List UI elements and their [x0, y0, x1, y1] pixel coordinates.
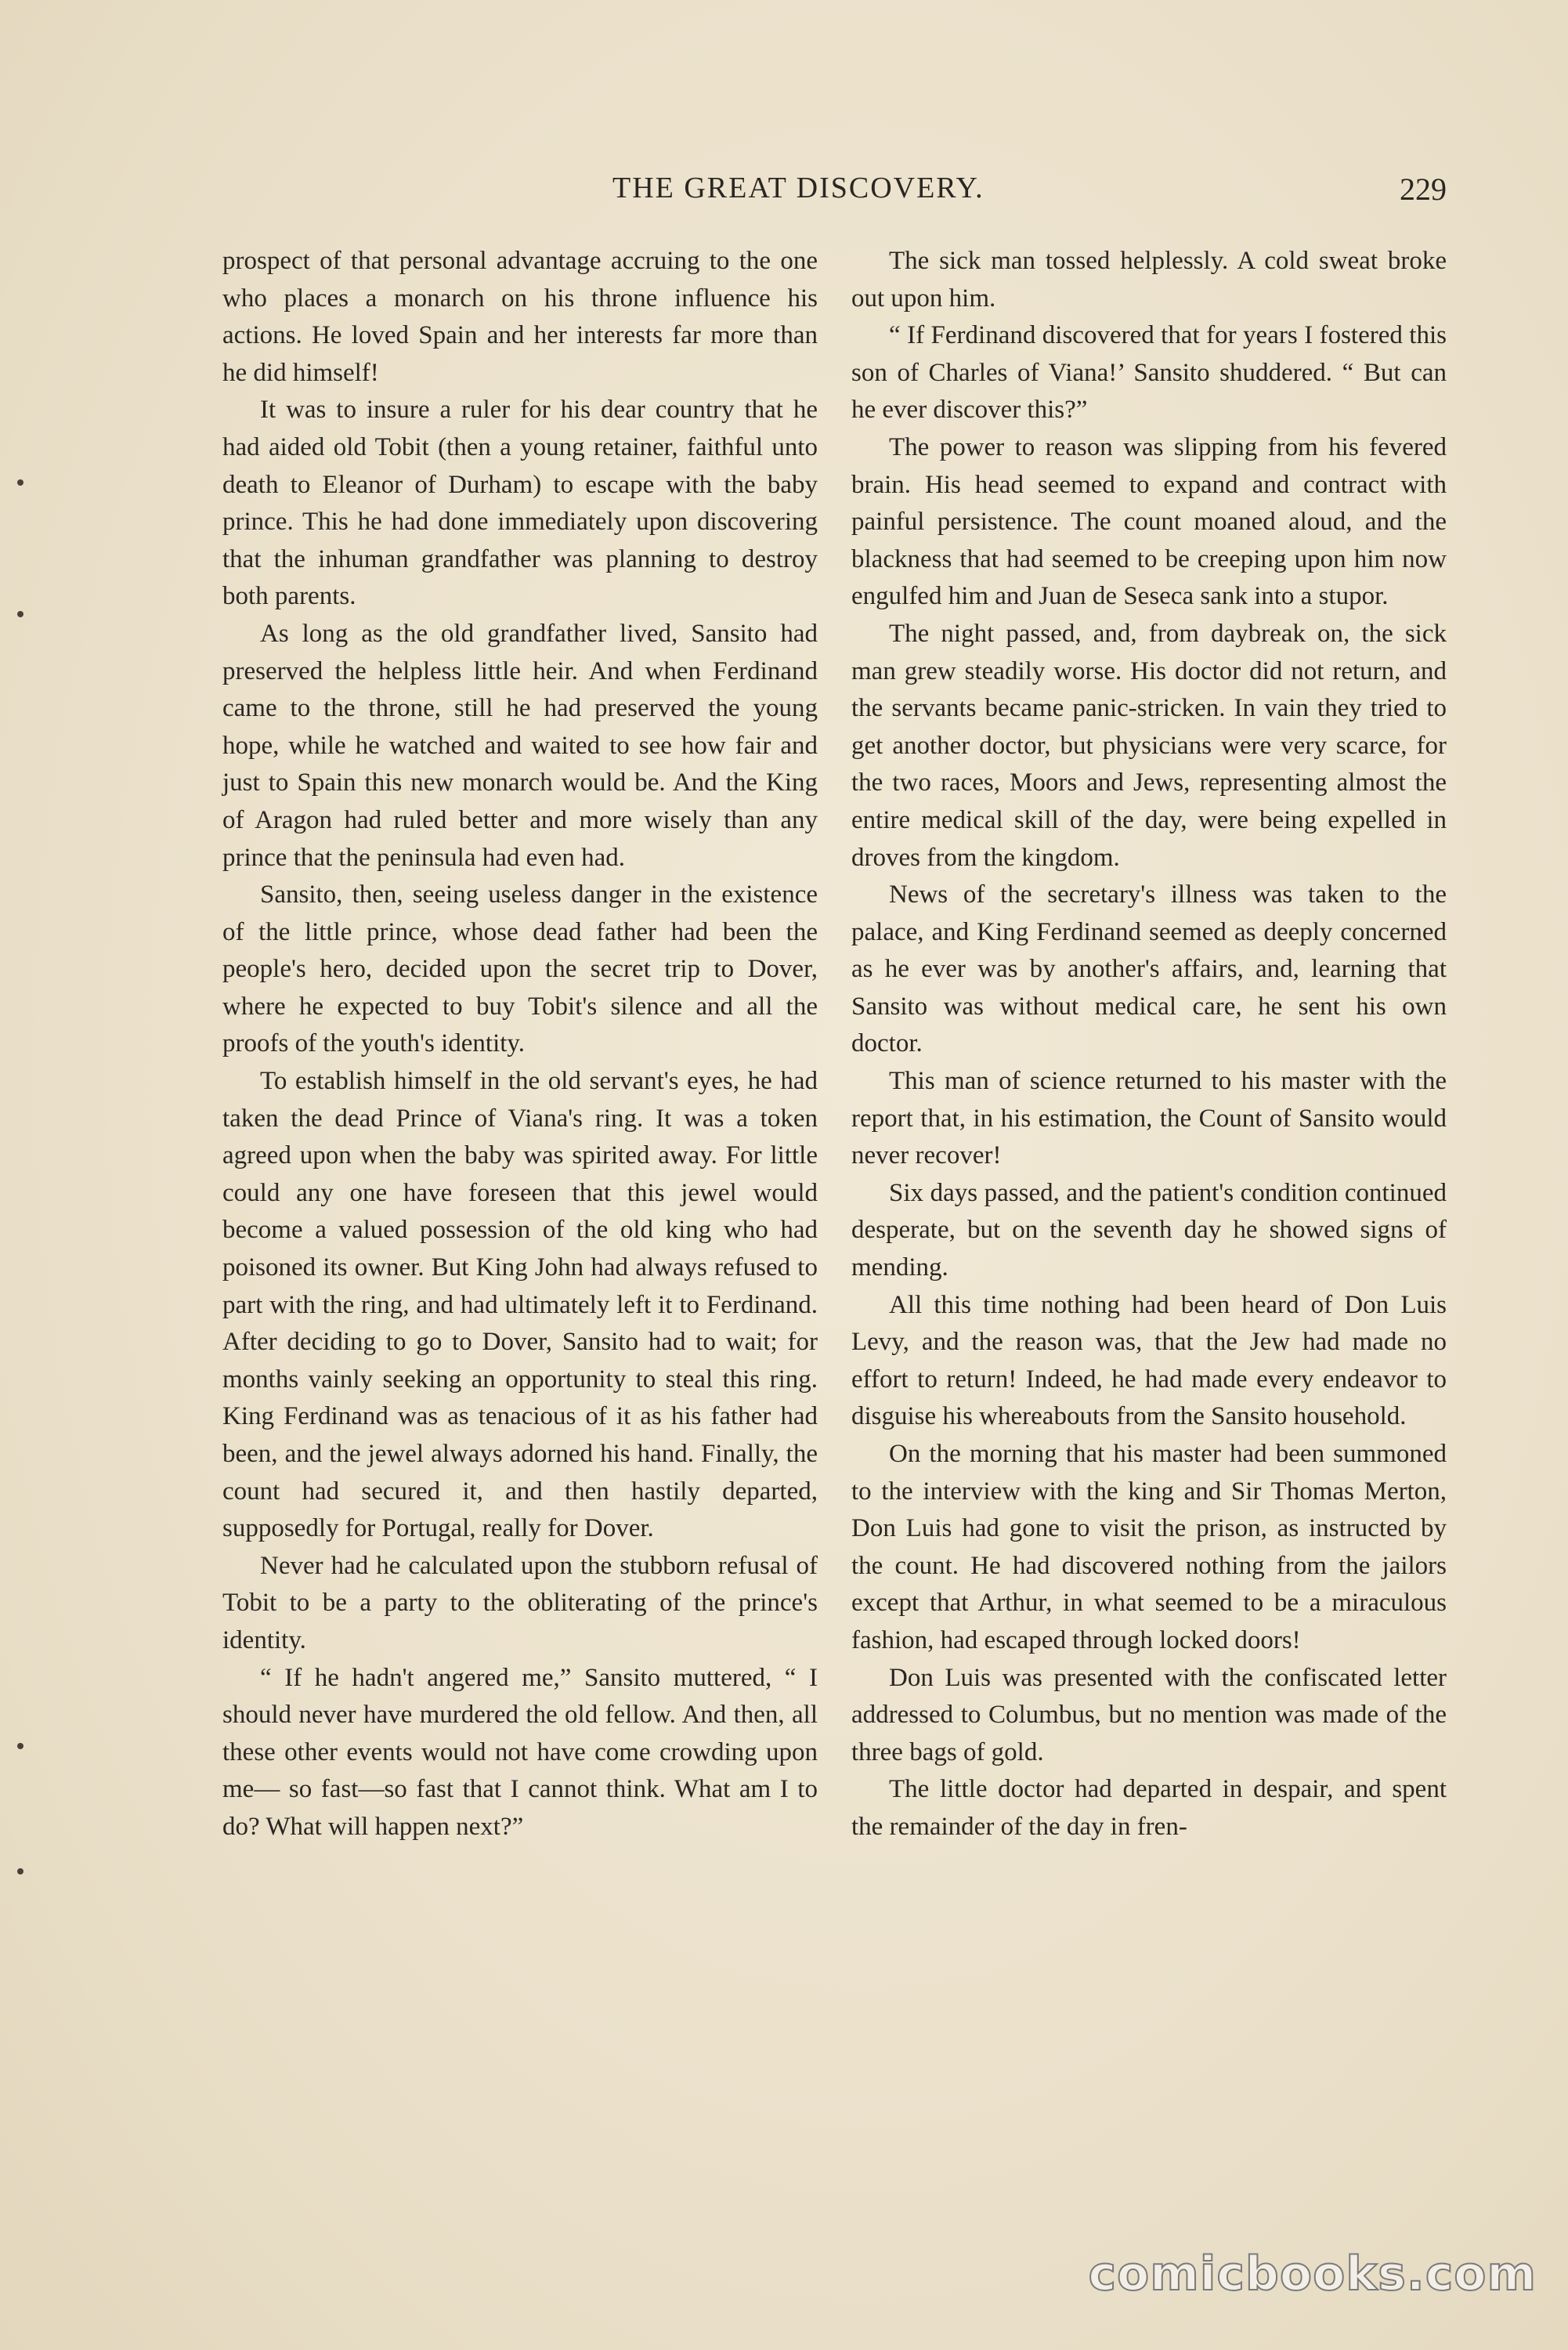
watermark: comicbooks.com [1088, 2247, 1537, 2301]
paragraph: Six days passed, and the patient's condition continued desperate, but on the seventh day he showed signs of mending. [851, 1178, 1447, 1282]
paragraph: “ If Ferdinand discovered that for years I fostered this son of Charles of Viana!’ Sansito shuddered. “ But can he ever discover this?” [851, 321, 1447, 425]
print-speck [17, 611, 23, 617]
paragraph: The power to reason was slipping from his fevered brain. His head seemed to expand and contract with painful persistence. The count moaned aloud, and the blackness that had seemed to be creeping upon him now engulfed him and Juan de Seseca sank into a stupor. [851, 432, 1447, 611]
paragraph: On the morning that his master had been summoned to the interview with the king and Sir Thomas Merton, Don Luis had gone to visit the prison, as instructed by the count. He had discovered nothing from the jailors except that Arthur, in what seemed to be a miraculous fashion, had escaped through locked doors! [851, 1440, 1447, 1654]
print-speck [17, 1743, 23, 1749]
print-speck [17, 1868, 23, 1875]
paragraph: This man of science returned to his master with the report that, in his estimation, the Count of Sansito would never recover! [851, 1067, 1447, 1170]
paragraph: prospect of that personal advantage accruing to the one who places a monarch on his throne influence his actions. He loved Spain and her interests far more than he did himself! [222, 247, 818, 387]
paragraph: As long as the old grandfather lived, Sansito had preserved the helpless little heir. And when Ferdinand came to the throne, still he had preserved the young hope, while he watched and waited to see how fair and just to Spain this new monarch would be. And the King of Aragon had ruled better and more wisely than any prince that the peninsula had even had. [222, 619, 818, 872]
paragraph: Never had he calculated upon the stubborn refusal of Tobit to be a party to the obliterating of the prince's identity. [222, 1551, 818, 1654]
right-column [851, 243, 1447, 1846]
left-column [222, 243, 818, 1846]
paragraph: “ If he hadn't angered me,” Sansito muttered, “ I should never have murdered the old fellow. And then, all these other events would not have come crowding upon me— so fast—so fast that I cannot think. What am I to do? What will happen next?” [222, 1663, 818, 1841]
paragraph: The sick man tossed helplessly. A cold sweat broke out upon him. [851, 247, 1447, 313]
paragraph: It was to insure a ruler for his dear country that he had aided old Tobit (then a young retainer, faithful unto death to Eleanor of Durham) to escape with the baby prince. This he had done immediately upon discovering that the inhuman grandfather was planning to destroy both parents. [222, 396, 818, 611]
paragraph: Sansito, then, seeing useless danger in the existence of the little prince, whose dead father had been the people's hero, decided upon the secret trip to Dover, where he expected to buy Tobit's silence and all the proofs of the youth's identity. [222, 880, 818, 1058]
paragraph: Don Luis was presented with the confiscated letter addressed to Columbus, but no mention was made of the three bags of gold. [851, 1663, 1447, 1766]
paragraph: All this time nothing had been heard of Don Luis Levy, and the reason was, that the Jew had made no effort to return! Indeed, he had made every endeavor to disguise his whereabouts from the Sansito household. [851, 1290, 1447, 1431]
page-number: 229 [1400, 172, 1447, 207]
paragraph: To establish himself in the old servant's eyes, he had taken the dead Prince of Viana's ring. It was a token agreed upon when the baby was spirited away. For little could any one have foreseen that this jewel would become a valued possession of the old king who had poisoned its owner. But King John had always refused to part with the ring, and had ultimately left it to Ferdinand. After deciding to go to Dover, Sansito had to wait; for months vainly seeking an opportunity to steal this ring. King Ferdinand was as tenacious of it as his father had been, and the jewel always adorned his hand. Finally, the count had secured it, and then hastily departed, supposedly for Portugal, really for Dover. [222, 1067, 818, 1543]
page-header [612, 171, 1447, 215]
running-title: THE GREAT DISCOVERY. [612, 172, 985, 204]
paragraph: The night passed, and, from daybreak on, the sick man grew steadily worse. His doctor did not return, and the servants became panic-stricken. In vain they tried to get another doctor, but physicians were very scarce, for the two races, Moors and Jews, representing almost the entire medical skill of the day, were being expelled in droves from the kingdom. [851, 619, 1447, 872]
print-speck [17, 479, 23, 486]
paragraph: The little doctor had departed in despair, and spent the remainder of the day in fren- [851, 1775, 1447, 1841]
paragraph: News of the secretary's illness was taken to the palace, and King Ferdinand seemed as deeply concerned as he ever was by another's affairs, and, learning that Sansito was without medical care, he sent his own doctor. [851, 880, 1447, 1058]
